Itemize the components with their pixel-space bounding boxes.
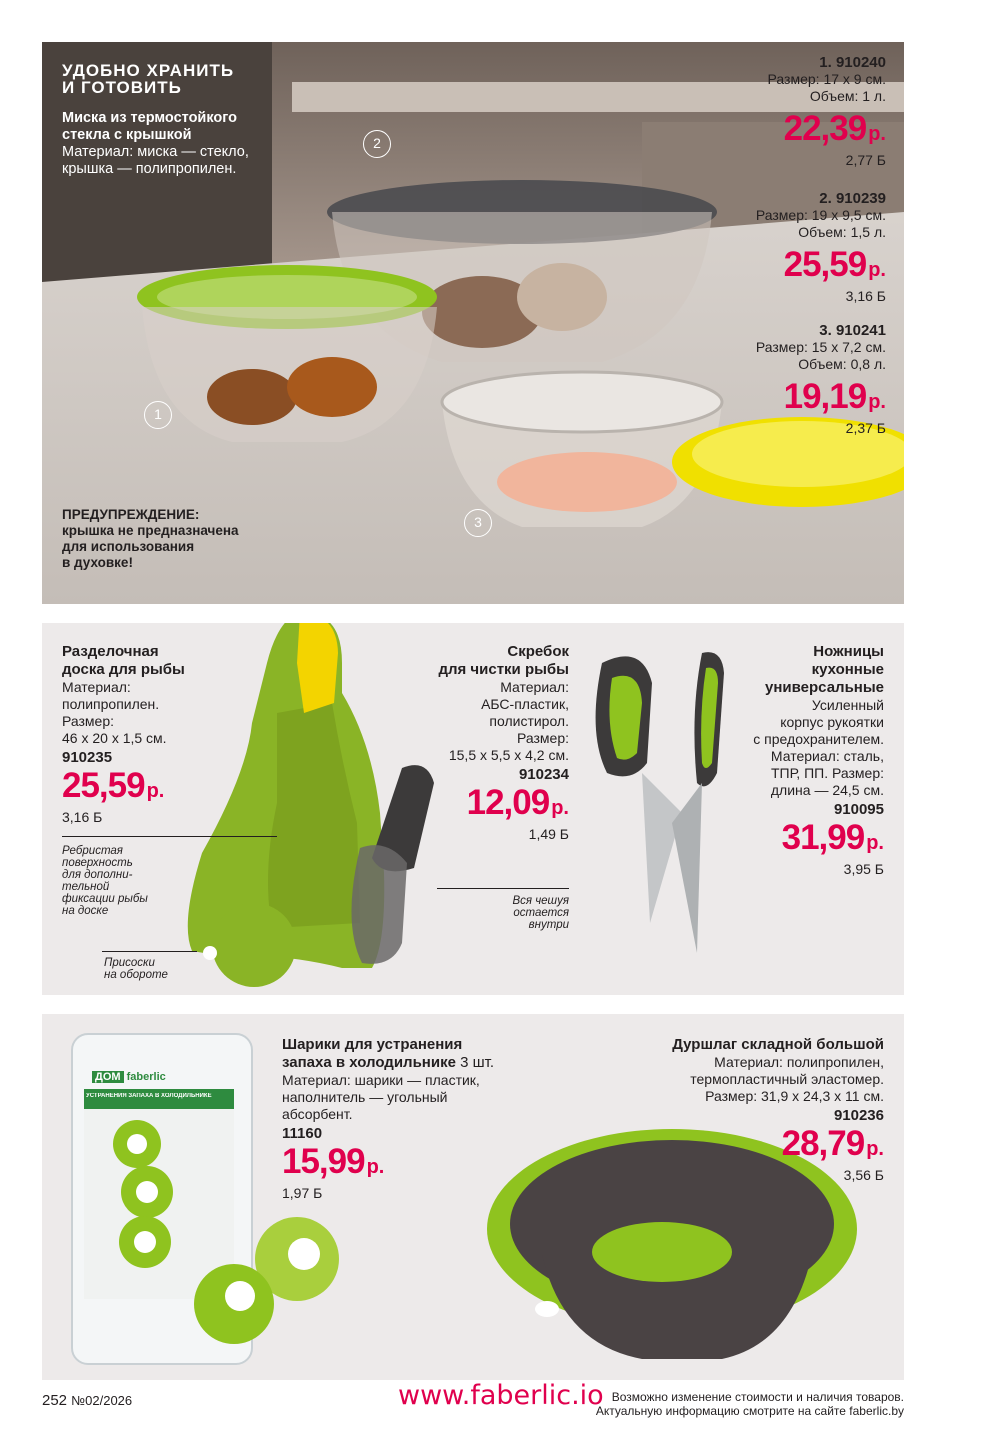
price-value: 25,59: [62, 766, 145, 805]
hero-subtitle: [62, 110, 249, 178]
hero-heading-line: УДОБНО ХРАНИТЬ: [62, 61, 235, 80]
disclaimer-line: Актуальную информацию смотрите на сайте faberlic.by: [595, 1404, 904, 1418]
board-info: [62, 643, 262, 825]
balls-desc-line: наполнитель — угольный: [282, 1089, 448, 1105]
balls-points: 1,97 Б: [282, 1185, 323, 1201]
colander-points: 3,56 Б: [843, 1167, 884, 1183]
item-size: Размер: 17 х 9 см.: [767, 71, 886, 87]
hero-subtitle-line: стекла с крышкой: [62, 127, 192, 143]
price-currency: р.: [146, 780, 165, 802]
hero-item-1: [636, 54, 886, 168]
pack-title: УСТРАНЕНИЯ ЗАПАХА В ХОЛОДИЛЬНИКЕ: [86, 1093, 212, 1099]
scissors-desc-line: с предохранителем.: [753, 731, 884, 747]
hero-panel: [42, 42, 904, 604]
scraper-desc-line: полистирол.: [489, 713, 569, 729]
warning-line: крышка не предназначена: [62, 523, 239, 538]
scissors-desc-line: Материал: сталь,: [770, 748, 884, 764]
scraper-desc-line: АБС-пластик,: [481, 696, 569, 712]
balls-info: [282, 1036, 542, 1201]
price-value: 22,39: [783, 109, 867, 148]
scraper-desc-line: Размер:: [516, 730, 569, 746]
balls-title-line: Шарики для устранения: [282, 1036, 463, 1053]
balls-title-text: запаха в холодильнике: [282, 1054, 456, 1071]
note-line: внутри: [528, 919, 569, 931]
note-line: тельной: [62, 881, 110, 893]
board-title-line: Разделочная: [62, 643, 159, 660]
price-currency: р.: [868, 123, 886, 145]
item-points: 3,16 Б: [845, 288, 886, 304]
scissors-desc-line: ТПР, ПП. Размер:: [771, 765, 884, 781]
colander-desc-line: Размер: 31,9 х 24,3 х 11 см.: [705, 1088, 884, 1104]
price-currency: р.: [866, 1138, 884, 1160]
scissors-title-line: универсальные: [765, 679, 884, 696]
callout-line: [437, 888, 569, 889]
scissors-code: 910095: [833, 801, 884, 818]
scraper-desc-line: 15,5 х 5,5 х 4,2 см.: [448, 747, 569, 763]
scissors-price: [704, 820, 884, 855]
price-value: 25,59: [783, 245, 867, 284]
site-link[interactable]: www.faberlic.io: [398, 1380, 604, 1411]
colander-price: [604, 1126, 884, 1161]
page-number-block: [42, 1392, 132, 1409]
warning-line: для использования: [62, 539, 195, 554]
scissors-desc-line: длина — 24,5 см.: [770, 782, 884, 798]
board-title-line: доска для рыбы: [62, 661, 185, 678]
hero-subtitle-line: Миска из термостойкого: [62, 110, 237, 126]
board-price: [62, 768, 262, 803]
callout-line: [62, 836, 277, 837]
hero-item-2: [636, 190, 886, 304]
balls-desc-line: Материал: шарики — пластик,: [282, 1072, 480, 1088]
disclaimer-line: Возможно изменение стоимости и наличия товаров.: [611, 1390, 904, 1404]
item-points: 2,77 Б: [845, 152, 886, 168]
colander-title: Дуршлаг складной большой: [672, 1036, 884, 1053]
item-code: 2. 910239: [819, 190, 886, 207]
board-note-suction: [104, 957, 168, 981]
scraper-price: [362, 785, 569, 820]
balls-code: 11160: [282, 1125, 323, 1142]
issue-number: №02/2026: [71, 1393, 133, 1408]
board-desc-line: полипропилен.: [62, 696, 160, 712]
item-size: Размер: 15 х 7,2 см.: [755, 339, 886, 355]
item-code: 3. 910241: [819, 322, 886, 339]
hero-item-3: [636, 322, 886, 436]
hero-warning: [62, 507, 239, 571]
balls-title-line-2: [282, 1054, 542, 1072]
hero-heading-line: И ГОТОВИТЬ: [62, 78, 182, 97]
item-size: Размер: 19 х 9,5 см.: [755, 207, 886, 223]
price-currency: р.: [868, 391, 886, 413]
note-line: фиксации рыбы: [62, 893, 148, 905]
scissors-info: [704, 643, 884, 877]
scissors-desc-line: корпус рукоятки: [780, 714, 884, 730]
note-line: остается: [513, 907, 569, 919]
price-value: 15,99: [282, 1142, 365, 1181]
disclaimer: [596, 1390, 904, 1418]
price-value: 31,99: [781, 818, 865, 857]
scraper-desc-line: Материал:: [500, 679, 569, 695]
scraper-title-line: для чистки рыбы: [438, 661, 569, 678]
board-desc-line: Материал:: [62, 679, 131, 695]
note-line: на доске: [62, 905, 109, 917]
scissors-desc-line: Усиленный: [811, 697, 884, 713]
balls-desc-line: абсорбент.: [282, 1106, 353, 1122]
note-line: Ребристая: [62, 845, 123, 857]
item-volume: Объем: 1,5 л.: [798, 224, 886, 240]
note-line: на обороте: [104, 969, 168, 981]
scissors-title-line: Ножницы: [813, 643, 884, 660]
tools-panel: [42, 623, 904, 995]
price-currency: р.: [866, 832, 884, 854]
pack-tag: ДОМ: [92, 1071, 124, 1083]
storage-panel: [42, 1014, 904, 1380]
board-desc-line: Размер:: [62, 713, 115, 729]
price-currency: р.: [868, 259, 886, 281]
hero-heading: [62, 62, 234, 96]
note-line: Присоски: [104, 957, 155, 969]
board-points: 3,16 Б: [62, 809, 103, 825]
marker-3: 3: [464, 509, 492, 537]
note-line: поверхность: [62, 857, 133, 869]
colander-desc-line: Материал: полипропилен,: [714, 1054, 884, 1070]
item-volume: Объем: 0,8 л.: [798, 356, 886, 372]
scraper-info: [362, 643, 569, 842]
scraper-points: 1,49 Б: [528, 826, 569, 842]
board-code: 910235: [62, 749, 113, 766]
marker-1: 1: [144, 401, 172, 429]
colander-code: 910236: [833, 1107, 884, 1124]
callout-line: [102, 951, 197, 952]
pack-brand: [92, 1071, 166, 1083]
scraper-title-line: Скребок: [507, 643, 569, 660]
item-price: [636, 379, 886, 414]
marker-2: 2: [363, 130, 391, 158]
scissors-title-line: кухонные: [811, 661, 884, 678]
board-desc-line: 46 х 20 х 1,5 см.: [62, 730, 167, 746]
balls-price: [282, 1144, 542, 1179]
price-value: 12,09: [466, 783, 550, 822]
board-note-ribs: [62, 845, 148, 917]
item-volume: Объем: 1 л.: [809, 88, 886, 104]
colander-desc-line: термопластичный эластомер.: [690, 1071, 884, 1087]
scraper-note: [462, 895, 569, 931]
warning-line: ПРЕДУПРЕЖДЕНИЕ:: [62, 507, 200, 522]
balls-qty: 3 шт.: [455, 1054, 495, 1071]
scissors-points: 3,95 Б: [843, 861, 884, 877]
hero-material-line: Материал: миска — стекло,: [62, 144, 249, 160]
page-number: 252: [42, 1392, 68, 1409]
note-line: Вся чешуя: [512, 895, 569, 907]
warning-line: в духовке!: [62, 555, 133, 570]
note-line: для дополни-: [62, 869, 133, 881]
item-code: 1. 910240: [819, 54, 886, 71]
scraper-code: 910234: [518, 766, 569, 783]
price-value: 19,19: [783, 377, 867, 416]
hero-material-line: крышка — полипропилен.: [62, 161, 237, 177]
item-points: 2,37 Б: [845, 420, 886, 436]
price-currency: р.: [366, 1156, 385, 1178]
pack-brand-name: faberlic: [126, 1071, 166, 1083]
item-price: [636, 111, 886, 146]
price-currency: р.: [551, 797, 569, 819]
item-price: [636, 247, 886, 282]
colander-info: [604, 1036, 884, 1183]
price-value: 28,79: [781, 1124, 865, 1163]
